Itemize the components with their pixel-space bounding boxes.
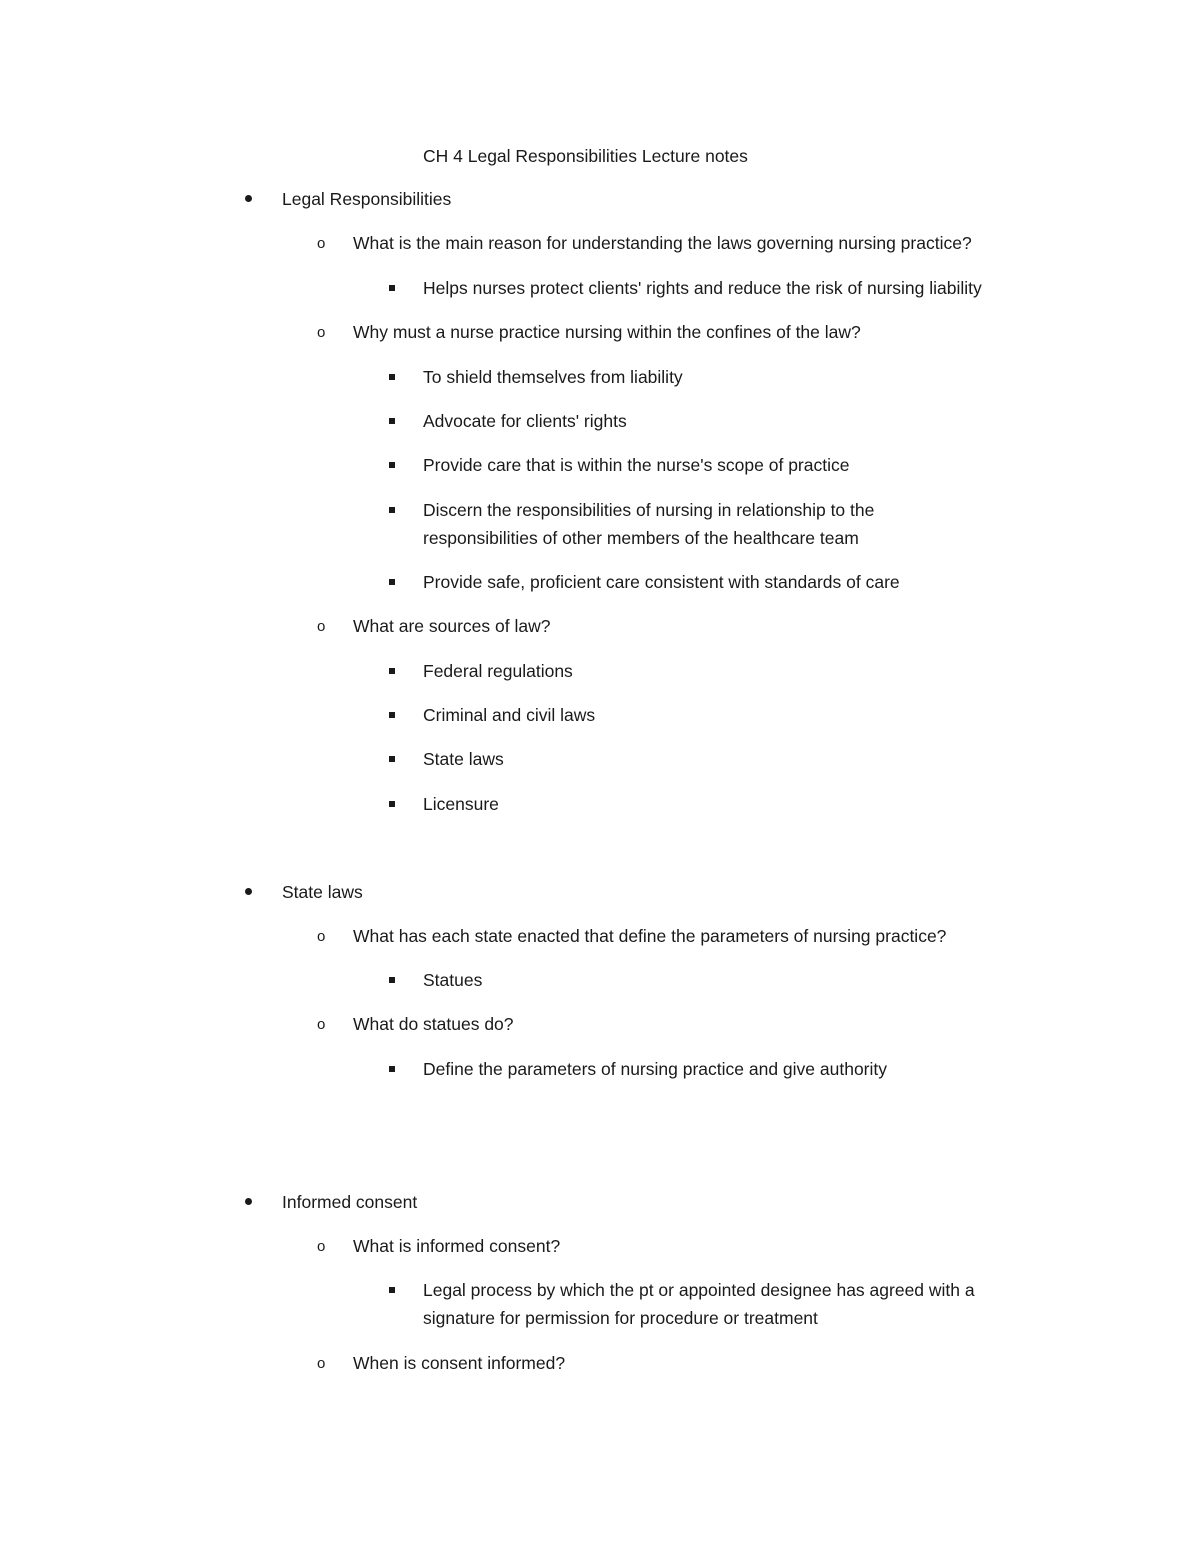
square-bullet-icon [389,712,395,718]
circle-bullet-icon: o [317,235,326,252]
question-item: What do statues do? [353,1014,514,1034]
question-item: What has each state enacted that define the parameters of nursing practice? [353,926,947,946]
bullet-icon [245,888,252,895]
question-item: What are sources of law? [353,616,551,636]
square-bullet-icon [389,801,395,807]
answer-item: Licensure [423,794,499,814]
answer-item: State laws [423,749,504,769]
question-item: What is informed consent? [353,1236,561,1256]
answer-item: Provide safe, proficient care consistent with standards of care [423,572,900,592]
circle-bullet-icon: o [317,618,326,635]
answer-item: To shield themselves from liability [423,367,683,387]
square-bullet-icon [389,507,395,513]
answer-item: Criminal and civil laws [423,705,596,725]
square-bullet-icon [389,285,395,291]
bullet-icon [245,195,252,202]
answer-item: Federal regulations [423,661,573,681]
square-bullet-icon [389,374,395,380]
circle-bullet-icon: o [317,1016,326,1033]
answer-item-line2: signature for permission for procedure or treatment [423,1308,818,1328]
section-heading: Legal Responsibilities [282,189,452,209]
answer-item-line1: Legal process by which the pt or appointed designee has agreed with a [423,1280,975,1300]
question-item: What is the main reason for understanding the laws governing nursing practice? [353,233,972,253]
document-title: CH 4 Legal Responsibilities Lecture notes [423,146,748,166]
answer-item: Provide care that is within the nurse's scope of practice [423,455,850,475]
answer-item: Statues [423,970,483,990]
question-item: Why must a nurse practice nursing within the confines of the law? [353,322,861,342]
question-item: When is consent informed? [353,1353,566,1373]
answer-item: Define the parameters of nursing practice and give authority [423,1059,888,1079]
circle-bullet-icon: o [317,324,326,341]
bullet-icon [245,1198,252,1205]
square-bullet-icon [389,977,395,983]
circle-bullet-icon: o [317,928,326,945]
answer-item-line1: Discern the responsibilities of nursing in relationship to the [423,500,875,520]
square-bullet-icon [389,579,395,585]
section-heading: Informed consent [282,1192,418,1212]
square-bullet-icon [389,418,395,424]
square-bullet-icon [389,756,395,762]
section-heading: State laws [282,882,363,902]
answer-item: Advocate for clients' rights [423,411,627,431]
answer-item: Helps nurses protect clients' rights and reduce the risk of nursing liability [423,278,982,298]
square-bullet-icon [389,668,395,674]
answer-item-line2: responsibilities of other members of the healthcare team [423,528,859,548]
square-bullet-icon [389,1066,395,1072]
square-bullet-icon [389,1287,395,1293]
square-bullet-icon [389,462,395,468]
circle-bullet-icon: o [317,1355,326,1372]
circle-bullet-icon: o [317,1238,326,1255]
